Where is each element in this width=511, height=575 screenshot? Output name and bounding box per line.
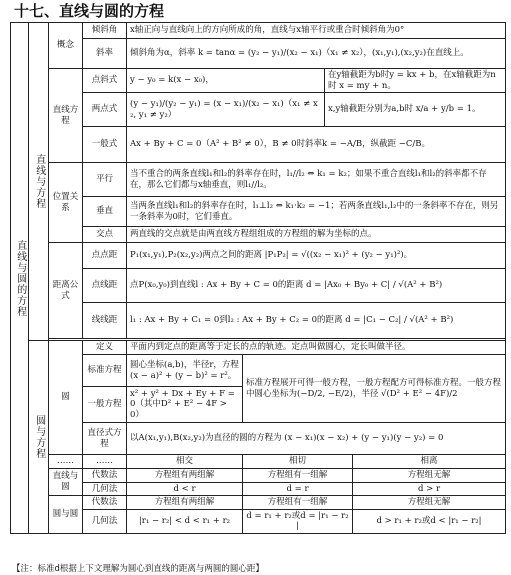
position-label: 位置关系	[49, 163, 83, 243]
section-main: 直线与圆的方程	[11, 23, 29, 534]
perp-label: 垂直	[83, 197, 127, 227]
rel-tangent-header: 相切	[243, 455, 353, 469]
lc-geo-intersect: d < r	[127, 482, 243, 496]
cc-alg-intersect: 方程组有两组解	[127, 496, 243, 510]
cc-alg-tangent: 方程组有一组解	[243, 496, 353, 510]
point-slope-note: 在y轴截距为b时y = kx + b，在x轴截距为n时 x = my + n。	[325, 69, 506, 93]
circle-label: 圆	[49, 341, 83, 455]
point-slope-label: 点斜式	[83, 69, 127, 93]
point-slope-formula: y − y₀ = k(x − x₀)，	[127, 69, 325, 93]
pl-label: 点线距	[83, 269, 127, 303]
angle-text: x轴正向与直线向上的方向所成的角，直线与x轴平行或重合时倾斜角为0°	[127, 23, 506, 39]
dots-1: ……	[49, 455, 83, 469]
distance-label: 距离公式	[49, 243, 83, 339]
dots-2: ……	[83, 455, 127, 469]
cc-geo-intersect: |r₁ − r₂| < d < r₁ + r₂	[127, 509, 243, 533]
section-circle: 圆与方程	[29, 341, 49, 534]
cc-geo-tangent: d = r₁ + r₂或d = |r₁ − r₂|	[243, 509, 353, 533]
parallel-text: 当不重合的两条直线l₁和l₂的斜率存在时，l₁//l₂ ⇔ k₁ = k₂；如果不重合直线l₁和l₂的斜率都不存在，那么它们都与x轴垂直，则l₁//l₂。	[127, 163, 506, 197]
two-point-formula: (y − y₁)/(y₂ − y₁) = (x − x₁)/(x₂ − x₁)（x₁ ≠ x₂, y₁ ≠ y₂）	[127, 93, 325, 127]
ll-label: 线线距	[83, 303, 127, 339]
general-label: 一般式	[83, 127, 127, 163]
cc-geo-separate: d > r₁ + r₂或d < |r₁ − r₂|	[353, 509, 506, 533]
general-formula: Ax + By + C = 0（A² + B² ≠ 0），B ≠ 0时斜率k = −A/B，纵截距 −C/B。	[127, 127, 506, 163]
def-label: 定义	[83, 341, 127, 355]
lc-geo-tangent: d = r	[243, 482, 353, 496]
diam-label: 直径式方程	[83, 423, 127, 455]
concept-label: 概念	[49, 23, 83, 69]
line-circle-label: 直线与圆	[49, 468, 83, 495]
slope-text: 倾斜角为α，斜率 k = tanα = (y₂ − y₁)/(x₂ − x₁)（x₁ ≠ x₂），(x₁,y₁),(x₂,y₂)在直线上。	[127, 39, 506, 69]
rel-intersect-header: 相交	[127, 455, 243, 469]
circle-circle-label: 圆与圆	[49, 496, 83, 534]
perp-text: 当两条直线l₁和l₂的斜率存在时，l₁⊥l₂ ⇔ k₁·k₂ = −1；若两条直线l₁,l₂中的一条斜率不存在，则另一条斜率为0时，它们垂直。	[127, 197, 506, 227]
std-note: 标准方程展开可得一般方程，一般方程配方可得标准方程。一般方程中圆心坐标为(−D/2, −E/2)，半径 √(D² + E² − 4F)/2	[243, 355, 506, 423]
angle-label: 倾斜角	[83, 23, 127, 39]
intersect-text: 两直线的交点就是由两直线方程组组成的方程组的解为坐标的点。	[127, 227, 506, 243]
pp-text: P₁(x₁,y₁),P₂(x₂,y₂)两点之间的距离 |P₁P₂| = √((x₂ − x₁)² + (y₂ − y₁)²)。	[127, 243, 506, 269]
two-point-note: x,y轴截距分别为a,b时 x/a + y/b = 1。	[325, 93, 506, 127]
lc-alg-tangent: 方程组有一组解	[243, 468, 353, 482]
std-label: 标准方程	[83, 355, 127, 387]
lc-geo-label: 几何法	[83, 482, 127, 496]
parallel-label: 平行	[83, 163, 127, 197]
std-text: 圆心坐标(a,b)，半径r，方程(x − a)² + (y − b)² = r²。	[127, 355, 243, 387]
def-text: 平面内到定点的距离等于定长的点的轨迹。定点叫做圆心，定长叫做半径。	[127, 341, 506, 355]
cc-alg-separate: 方程组无解	[353, 496, 506, 510]
lc-alg-separate: 方程组无解	[353, 468, 506, 482]
pp-label: 点点距	[83, 243, 127, 269]
section-line: 直线与方程	[29, 23, 49, 341]
intersect-label: 交点	[83, 227, 127, 243]
two-point-label: 两点式	[83, 93, 127, 127]
formula-table	[10, 22, 506, 534]
lc-geo-separate: d > r	[353, 482, 506, 496]
gen-text: x² + y² + Dx + Ey + F = 0（其中D² + E² − 4F > 0）	[127, 387, 243, 423]
rel-separate-header: 相离	[353, 455, 506, 469]
pl-text: 点P(x₀,y₀)到直线l : Ax + By + C = 0的距离 d = |Ax₀ + By₀ + C| / √(A² + B²)	[127, 269, 506, 303]
slope-label: 斜率	[83, 39, 127, 69]
lc-alg-label: 代数法	[83, 468, 127, 482]
diam-text: 以A(x₁,y₁),B(x₂,y₂)为直径的圆的方程为 (x − x₁)(x − x₂) + (y − y₁)(y − y₂) = 0	[127, 423, 506, 455]
line-eq-label: 直线方程	[49, 69, 83, 163]
ll-text: l₁ : Ax + By + C₁ = 0到l₂ : Ax + By + C₂ = 0的距离 d = |C₁ − C₂| / √(A² + B²)	[127, 303, 506, 339]
cc-alg-label: 代数法	[83, 496, 127, 510]
gen-label: 一般方程	[83, 387, 127, 423]
page-title: 十七、直线与圆的方程	[14, 2, 165, 20]
cc-geo-label: 几何法	[83, 509, 127, 533]
lc-alg-intersect: 方程组有两组解	[127, 468, 243, 482]
footer-note: 【注：标准d根据上下文理解为圆心到直线的距离与两圆的圆心距】	[12, 564, 264, 574]
